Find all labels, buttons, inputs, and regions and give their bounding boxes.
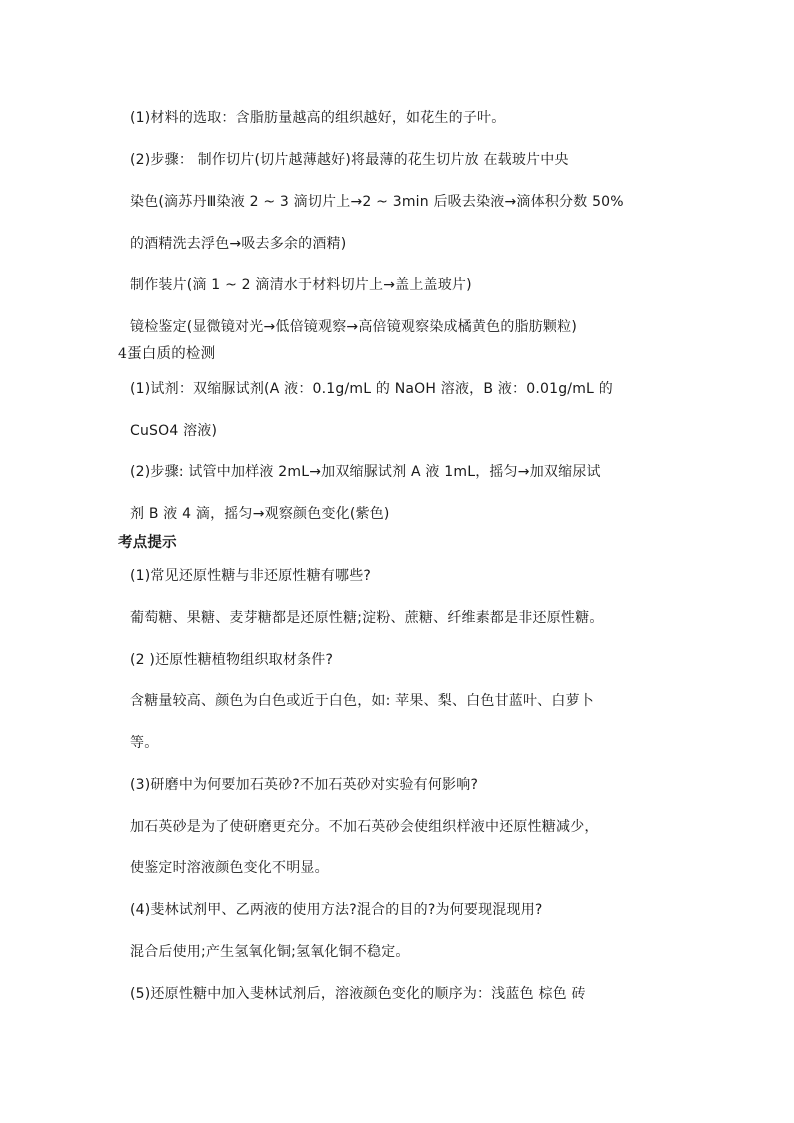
tip-question-5: (5)还原性糖中加入斐林试剂后，溶液颜色变化的顺序为：浅蓝色 棕色 砖 — [130, 986, 586, 1002]
tip-answer-3-line-1: 加石英砂是为了使研磨更充分。不加石英砂会使组织样液中还原性糖减少， — [130, 819, 599, 835]
protein-section-heading — [118, 345, 215, 363]
tip-question-3: (3)研磨中为何要加石英砂?不加石英砂对实验有何影响? — [130, 777, 479, 793]
mounting-line: 制作装片(滴 1 ~ 2 滴清水于材料切片上→盖上盖玻片) — [130, 277, 472, 293]
tip-answer-2-line-1: 含糖量较高、颜色为白色或近于白色，如: 苹果、梨、白色甘蓝叶、白萝卜 — [130, 693, 594, 709]
staining-line-2: 的酒精洗去浮色→吸去多余的酒精) — [130, 236, 347, 252]
tip-question-2: (2 )还原性糖植物组织取材条件? — [130, 652, 334, 668]
tip-answer-3-line-2: 使鉴定时溶液颜色变化不明显。 — [130, 860, 329, 876]
microscope-observe-line: 镜检鉴定(显微镜对光→低倍镜观察→高倍镜观察染成橘黄色的脂肪颗粒) — [130, 319, 577, 335]
tip-answer-2-line-2: 等。 — [130, 735, 159, 751]
biuret-reagent-line-2: CuSO4 溶液) — [130, 423, 218, 439]
fat-steps-heading-line: (2)步骤： 制作切片(切片越薄越好)将最薄的花生切片放 在载玻片中央 — [130, 152, 569, 168]
exam-tips-heading: 考点提示 — [118, 535, 177, 551]
staining-line-1: 染色(滴苏丹Ⅲ染液 2 ~ 3 滴切片上→2 ~ 3min 后吸去染液→滴体积分数 50% — [130, 194, 624, 210]
protein-steps-line-2: 剂 B 液 4 滴，摇匀→观察颜色变化(紫色) — [130, 506, 390, 522]
material-selection-line: (1)材料的选取：含脂肪量越高的组织越好，如花生的子叶。 — [130, 110, 506, 126]
tip-answer-1: 葡萄糖、果糖、麦芽糖都是还原性糖;淀粉、蔗糖、纤维素都是非还原性糖。 — [130, 610, 604, 626]
protein-section-title: 蛋白质的检测 — [127, 346, 216, 362]
biuret-reagent-line-1: (1)试剂：双缩脲试剂(A 液：0.1g/mL 的 NaOH 溶液，B 液：0.01g/mL 的 — [130, 381, 613, 397]
tip-answer-4: 混合后使用;产生氢氧化铜;氢氧化铜不稳定。 — [130, 944, 410, 960]
tip-question-4: (4)斐林试剂甲、乙两液的使用方法?混合的目的?为何要现混现用? — [130, 902, 543, 918]
protein-section-number: 4 — [118, 346, 128, 362]
protein-steps-line-1: (2)步骤: 试管中加样液 2mL→加双缩脲试剂 A 液 1mL，摇匀→加双缩尿试 — [130, 464, 601, 480]
tip-question-1: (1)常见还原性糖与非还原性糖有哪些? — [130, 568, 372, 584]
